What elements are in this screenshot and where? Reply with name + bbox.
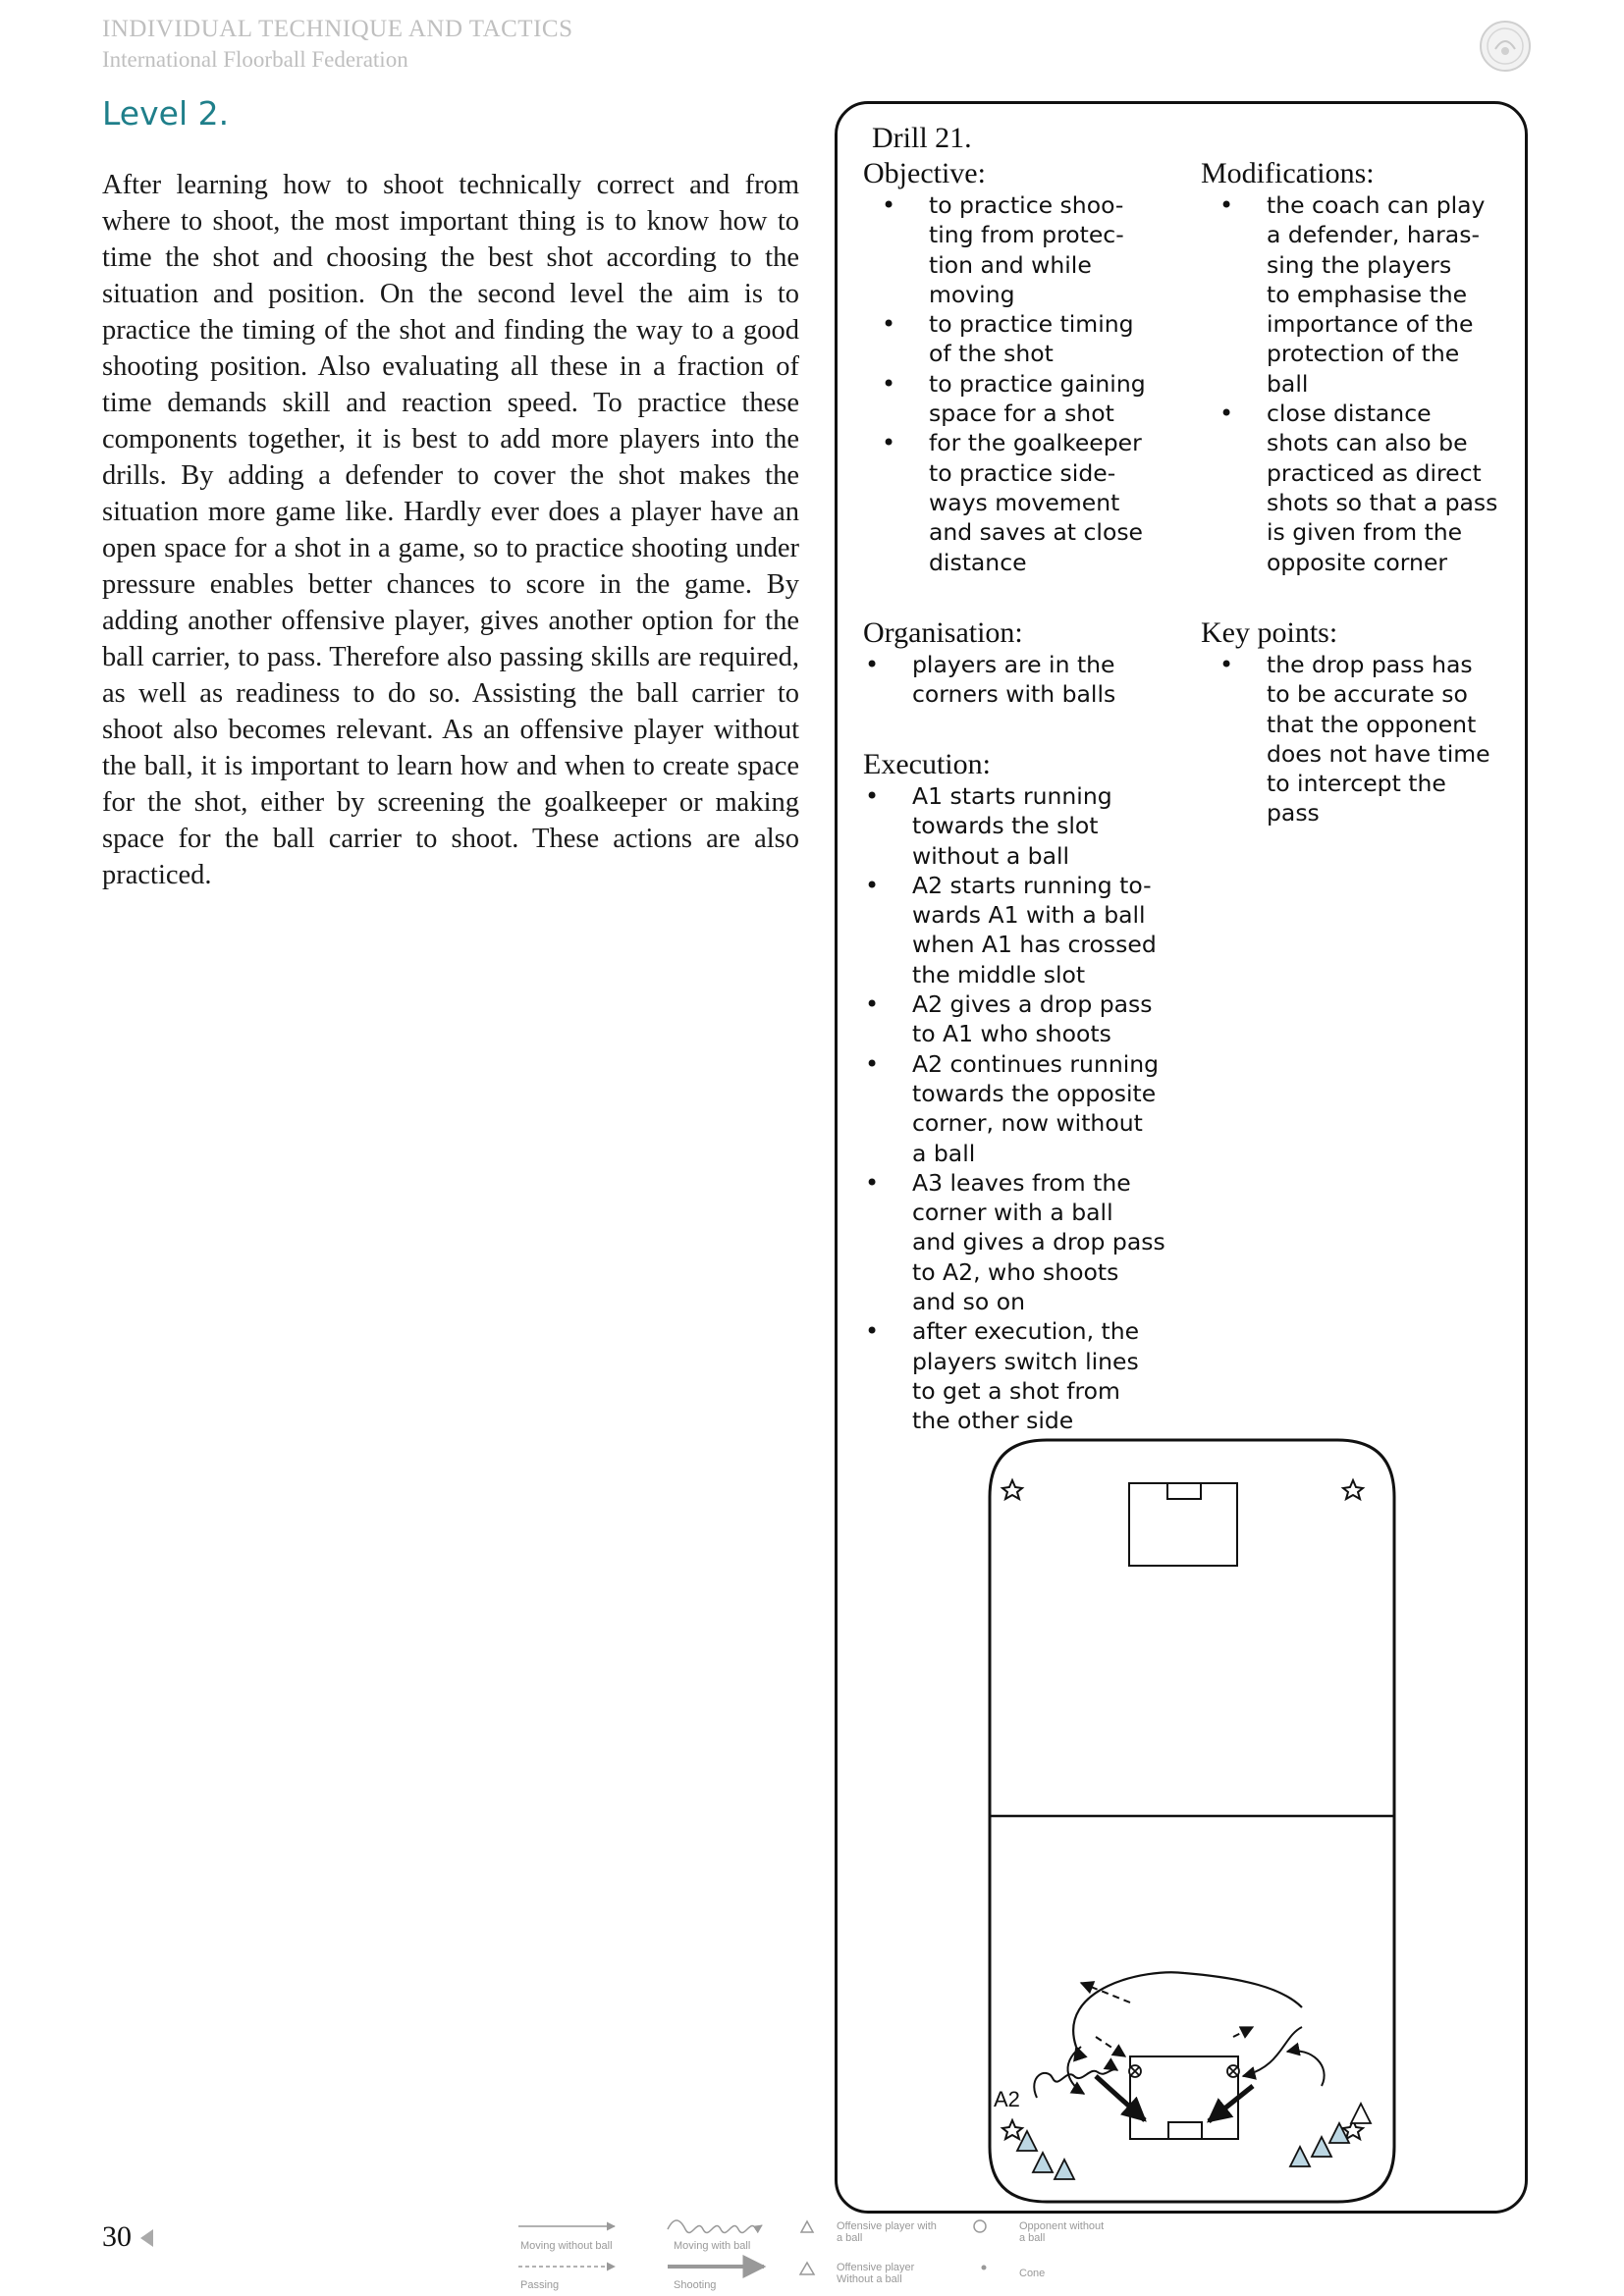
diagram-label-a2: A2	[994, 2087, 1020, 2111]
bullet-line: ways movement	[929, 488, 1120, 516]
bullet-line: shots so that a pass	[1267, 488, 1498, 516]
bullet-line: • the drop pass has	[1267, 651, 1473, 678]
modifications-list	[1267, 190, 1497, 577]
bullet-line: does not have time	[1267, 739, 1490, 768]
bullet-item	[912, 781, 1165, 871]
bullet-line: to intercept the	[1267, 770, 1446, 798]
bullet-line: to emphasise the	[1267, 280, 1468, 308]
bullet-line: is given from the	[1267, 518, 1463, 547]
bullet-item	[929, 369, 1146, 429]
bullet-line: • A2 continues running	[912, 1049, 1160, 1078]
legend-offensive-without-ball-icon	[800, 2263, 814, 2274]
legend-opponent-icon	[974, 2220, 986, 2232]
keypoints-heading: Key points:	[1201, 616, 1338, 649]
bullet-item	[1267, 190, 1497, 399]
intro-paragraph: After learning how to shoot technically correct and from where to shoot, the most important thing is to know how to time the shot and choosing the best shot according to the situation and position. On the second level the aim is to practice the timing of the shot and finding the way to a good shooting position. Also evaluating all these in a fraction of time demands skill and reaction speed. To practice these components together, it is best to add more players into the drills. By adding a defender to cover the shot makes the situation more game like. Hardly ever does a player have an open space for a shot in a game, so to practice shooting under pressure enables better chances to score in the game. By adding another offensive player, gives another option for the ball carrier, to pass. Therefore also passing skills are required, as well as readiness to do so. Assisting the ball carrier to shoot also becomes relevant. As an offensive player without the ball, it is important to learn how and when to create space for the shot, either by screening the goalkeeper or making space for the ball carrier to shoot. These actions are also practiced.	[102, 170, 799, 890]
bullet-line: • A2 gives a drop pass	[912, 990, 1153, 1019]
bullet-line: • close distance	[1267, 400, 1432, 428]
bullet-line: sing the players	[1267, 250, 1452, 279]
bullet-line: • to practice shoo-	[929, 191, 1124, 219]
bullet-line: ting from protec-	[929, 221, 1124, 249]
legend-moving-with-ball-icon	[668, 2220, 762, 2232]
objective-heading: Objective:	[863, 157, 986, 189]
bullet-line: without a ball	[912, 841, 1070, 870]
bullet-line: ball	[1267, 369, 1309, 398]
bullet-line: shots can also be	[1267, 429, 1468, 457]
bullet-item	[912, 1168, 1165, 1316]
bullet-line: a defender, haras-	[1267, 221, 1480, 249]
bullet-line: that the opponent	[1267, 710, 1477, 738]
legend	[0, 2214, 1624, 2296]
legend-opponent-line2: a ball	[1019, 2232, 1046, 2244]
bullet-line: a ball	[912, 1139, 976, 1167]
legend-cone-label: Cone	[1019, 2268, 1046, 2279]
bullet-line: the other side	[912, 1407, 1074, 1435]
legend-offensive-without-ball-line2: Without a ball	[837, 2273, 902, 2285]
rink-outline	[990, 1440, 1394, 2202]
legend-offensive-without-ball-label	[837, 2262, 914, 2285]
legend-offensive-with-ball-icon	[801, 2221, 813, 2232]
bullet-line: towards the slot	[912, 812, 1099, 840]
page-number: 30	[102, 2220, 132, 2253]
bullet-line: when A1 has crossed	[912, 931, 1157, 959]
bullet-line: the middle slot	[912, 960, 1086, 988]
bullet-item	[912, 1316, 1165, 1435]
drill-title: Drill 21.	[872, 122, 972, 154]
bullet-line: • A3 leaves from the	[912, 1168, 1131, 1197]
opponent-right-icon	[1227, 2065, 1239, 2077]
bullet-item	[912, 989, 1165, 1049]
legend-moving-with-ball-label: Moving with ball	[674, 2240, 751, 2252]
bullet-line: opposite corner	[1267, 548, 1448, 576]
bullet-line: • to practice gaining	[929, 369, 1146, 398]
execution-list	[912, 781, 1165, 1436]
bullet-line: practiced as direct	[1267, 458, 1482, 487]
objective-list	[929, 190, 1146, 577]
bullet-line: to get a shot from	[912, 1376, 1120, 1405]
bullet-line: distance	[929, 548, 1027, 576]
keypoints-list	[1267, 650, 1490, 828]
bullet-item	[912, 650, 1115, 710]
modifications-heading: Modifications:	[1201, 157, 1375, 189]
bullet-line: space for a shot	[929, 400, 1114, 428]
bullet-item	[912, 1049, 1165, 1168]
bullet-item	[929, 190, 1146, 309]
organisation-heading: Organisation:	[863, 616, 1023, 649]
legend-opponent-line1: Opponent without	[1019, 2220, 1105, 2232]
level-title: Level 2.	[102, 94, 230, 133]
legend-offensive-with-ball-line2: a ball	[837, 2232, 863, 2244]
bullet-line: to A2, who shoots	[912, 1257, 1119, 1286]
bullet-item	[912, 871, 1165, 989]
bullet-line: and so on	[912, 1288, 1026, 1316]
bullet-line: moving	[929, 280, 1015, 308]
bullet-item	[1267, 399, 1497, 577]
legend-shooting-label: Shooting	[674, 2279, 717, 2291]
bullet-line: players switch lines	[912, 1347, 1139, 1375]
bullet-line: • for the goalkeeper	[929, 429, 1142, 457]
bullet-line: tion and while	[929, 250, 1092, 279]
bullet-line: • the coach can play	[1267, 191, 1486, 219]
legend-offensive-with-ball-line1: Offensive player with	[837, 2220, 937, 2232]
legend-cone-icon	[982, 2266, 987, 2270]
bullet-line: to practice side-	[929, 458, 1116, 487]
bullet-item	[1267, 650, 1490, 828]
bullet-item	[929, 428, 1146, 576]
bullet-line: and saves at close	[929, 518, 1144, 547]
legend-offensive-with-ball-label	[837, 2220, 937, 2244]
bullet-item	[929, 309, 1146, 369]
running-header	[102, 16, 572, 73]
bullet-line: • to practice timing	[929, 310, 1134, 339]
execution-heading: Execution:	[863, 748, 991, 780]
bullet-line: of the shot	[929, 340, 1054, 368]
bullet-line: and gives a drop pass	[912, 1228, 1165, 1256]
bullet-line: • A1 starts running	[912, 782, 1112, 810]
federation-logo-icon	[1479, 20, 1532, 73]
legend-offensive-without-ball-line1: Offensive player	[837, 2262, 915, 2273]
header-organisation: International Floorball Federation	[102, 47, 408, 72]
legend-opponent-label	[1019, 2220, 1104, 2244]
bullet-line: importance of the	[1267, 310, 1474, 339]
bullet-line: corner, now without	[912, 1109, 1143, 1138]
bullet-line: • players are in the	[912, 651, 1115, 678]
bullet-line: corner with a ball	[912, 1199, 1113, 1227]
bullet-line: to A1 who shoots	[912, 1020, 1111, 1048]
bullet-line: • after execution, the	[912, 1317, 1140, 1346]
bullet-line: • A2 starts running to-	[912, 871, 1152, 899]
bullet-line: towards the opposite	[912, 1079, 1157, 1107]
bullet-line: pass	[1267, 799, 1320, 828]
bullet-line: corners with balls	[912, 680, 1116, 709]
header-section-title: INDIVIDUAL TECHNIQUE AND TACTICS	[102, 16, 573, 42]
opponent-left-icon	[1129, 2065, 1141, 2077]
legend-moving-without-ball-label: Moving without ball	[520, 2240, 613, 2252]
legend-passing-label: Passing	[520, 2279, 560, 2291]
bullet-line: protection of the	[1267, 340, 1460, 368]
bullet-line: to be accurate so	[1267, 680, 1468, 709]
organisation-list	[912, 650, 1115, 710]
bullet-line: wards A1 with a ball	[912, 901, 1146, 930]
rink-diagram	[988, 1438, 1396, 2204]
